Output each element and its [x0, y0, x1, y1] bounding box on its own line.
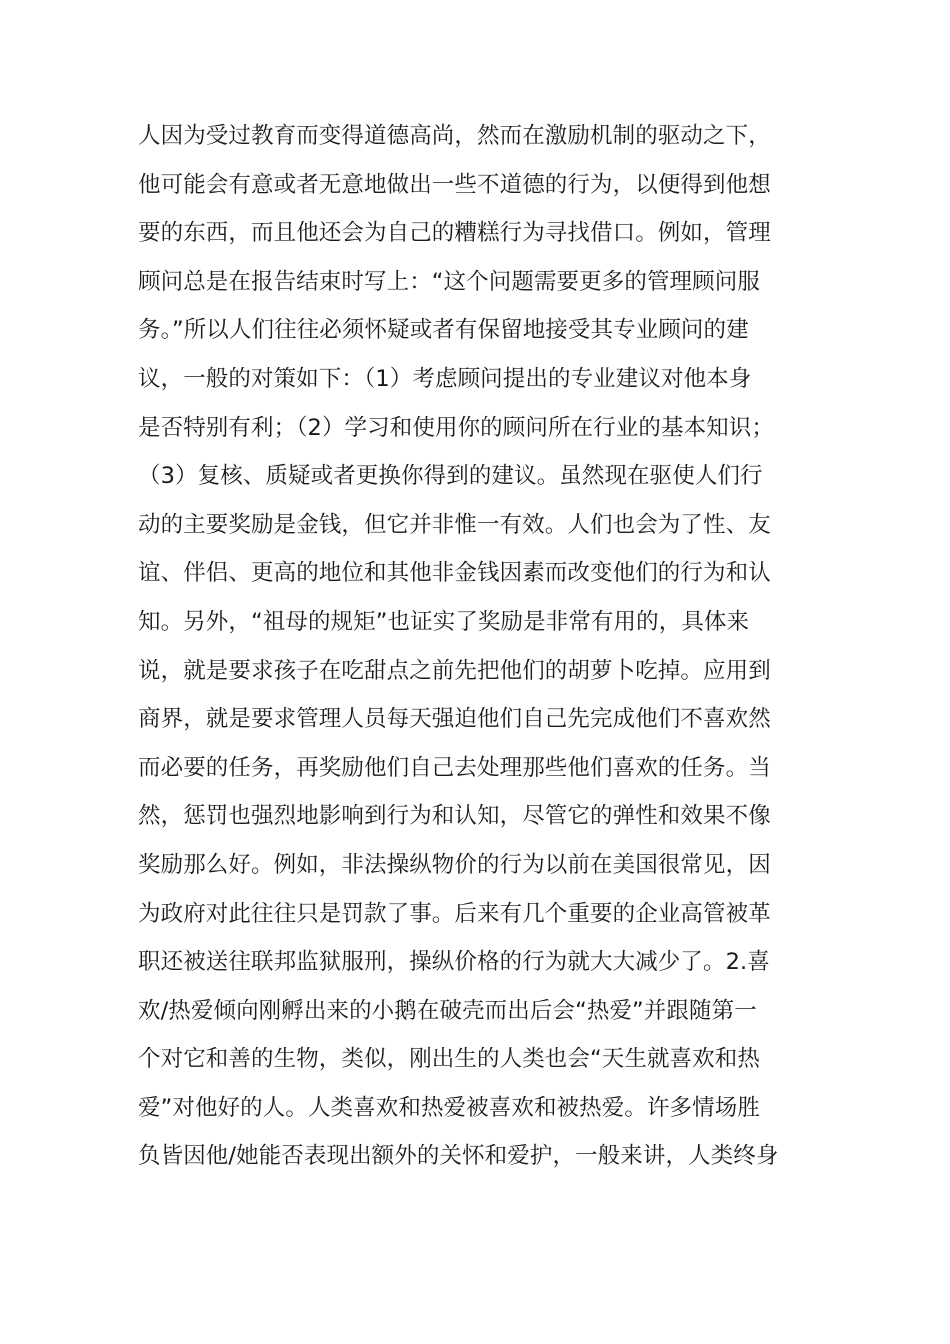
- text-line: 人因为受过教育而变得道德高尚，然而在激励机制的驱动之下，: [138, 123, 771, 149]
- text-line: 务。”所以人们往往必须怀疑或者有保留地接受其专业顾问的建: [138, 317, 749, 344]
- text-line: 顾问总是在报告结束时写上：“这个问题需要更多的管理顾问服: [138, 268, 760, 295]
- text-line: 议，一般的对策如下：（1）考虑顾问提出的专业建议对他本身: [138, 365, 752, 392]
- text-line: 为政府对此往往只是罚款了事。后来有几个重要的企业高管被革: [138, 900, 771, 927]
- text-line: 是否特别有利；（2）学习和使用你的顾问所在行业的基本知识；: [138, 414, 774, 441]
- text-line: 奖励那么好。例如，非法操纵物价的行为以前在美国很常见，因: [138, 851, 771, 878]
- text-line: 个对它和善的生物，类似，刚出生的人类也会“天生就喜欢和热: [138, 1046, 760, 1073]
- text-line: 他可能会有意或者无意地做出一些不道德的行为，以便得到他想: [138, 171, 771, 198]
- text-line: 动的主要奖励是金钱，但它并非惟一有效。人们也会为了性、友: [138, 511, 771, 538]
- text-line: （3）复核、质疑或者更换你得到的建议。虽然现在驱使人们行: [138, 463, 763, 490]
- text-line: 而必要的任务，再奖励他们自己去处理那些他们喜欢的任务。当: [138, 754, 771, 781]
- text-line: 欢/热爱倾向刚孵出来的小鹅在破壳而出后会“热爱”并跟随第一: [138, 997, 757, 1024]
- text-line: 职还被送往联邦监狱服刑，操纵价格的行为就大大减少了。2.喜: [138, 949, 770, 976]
- text-line: 商界，就是要求管理人员每天强迫他们自己先完成他们不喜欢然: [138, 706, 771, 733]
- text-line: 说，就是要求孩子在吃甜点之前先把他们的胡萝卜吃掉。应用到: [138, 657, 771, 684]
- text-line: 负皆因他/她能否表现出额外的关怀和爱护，一般来讲，人类终身: [138, 1143, 779, 1170]
- text-line: 知。另外，“祖母的规矩”也证实了奖励是非常有用的，具体来: [138, 608, 750, 635]
- text-line: 谊、伴侣、更高的地位和其他非金钱因素而改变他们的行为和认: [138, 560, 771, 587]
- text-line: 要的东西，而且他还会为自己的糟糕行为寻找借口。例如，管理: [138, 220, 771, 247]
- text-line: 爱”对他好的人。人类喜欢和热爱被喜欢和被热爱。许多情场胜: [138, 1094, 760, 1121]
- body-paragraph: [138, 112, 818, 1181]
- text-line: 然，惩罚也强烈地影响到行为和认知，尽管它的弹性和效果不像: [138, 803, 771, 830]
